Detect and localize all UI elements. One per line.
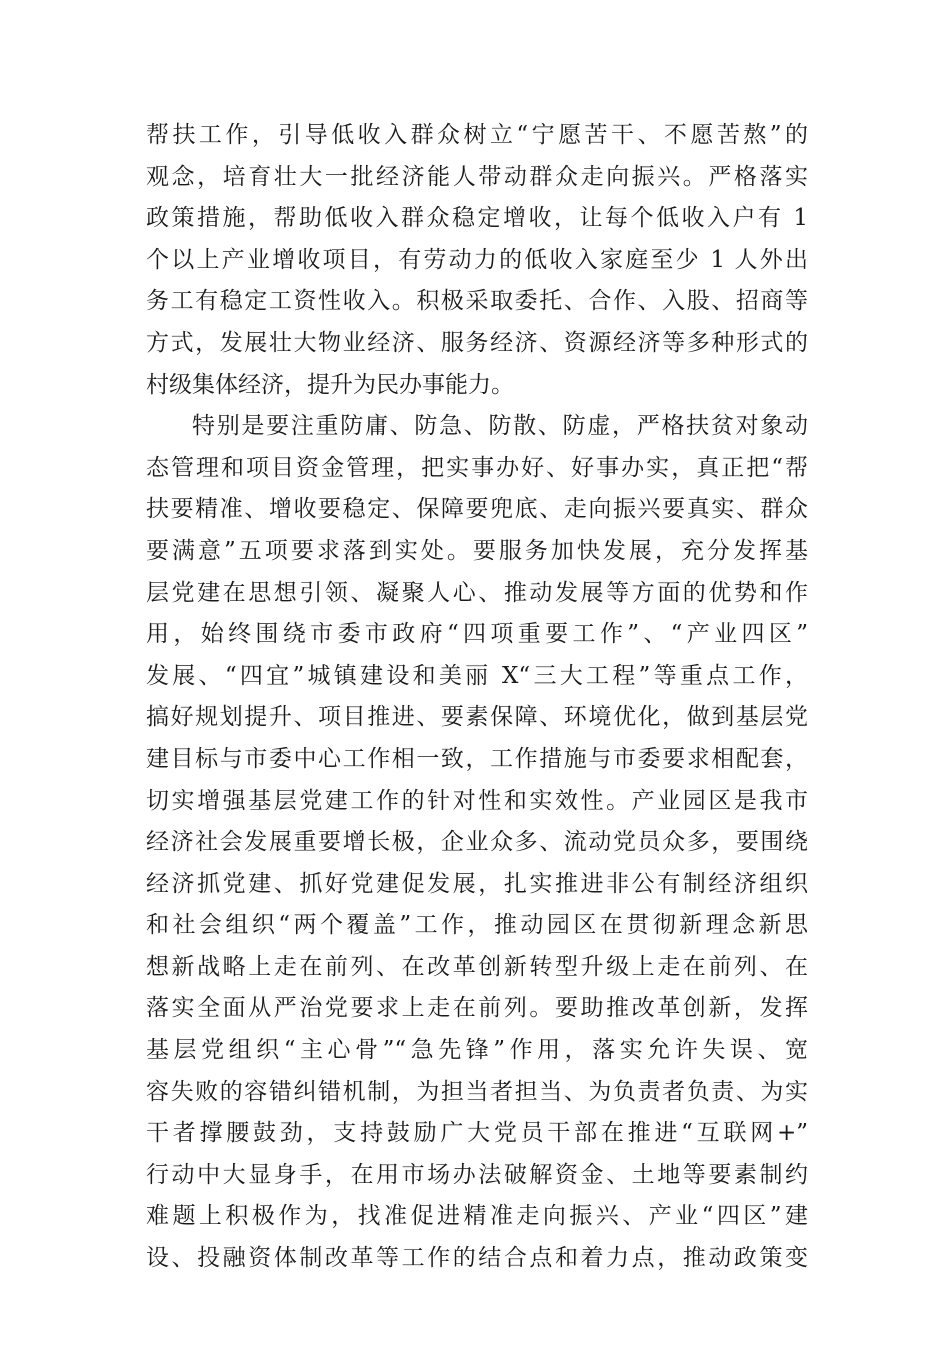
text-line: 层党建在思想引领、凝聚人心、推动发展等方面的优势和作: [146, 579, 808, 606]
text-line: 建目标与市委中心工作相一致，工作措施与市委要求相配套，: [146, 745, 808, 772]
text-line: 个以上产业增收项目，有劳动力的低收入家庭至少 1 人外出: [146, 246, 808, 273]
text-line: 发展、“四宜”城镇建设和美丽 X“三大工程”等重点工作，: [146, 662, 808, 689]
text-line: 态管理和项目资金管理，把实事办好、好事办实，真正把“帮: [146, 454, 808, 481]
text-line: 特别是要注重防庸、防急、防散、防虚，严格扶贫对象动: [192, 413, 808, 440]
text-line: 村级集体经济，提升为民办事能力。: [146, 371, 514, 398]
text-line: 经济社会发展重要增长极，企业众多、流动党员众多，要围绕: [146, 829, 808, 856]
body-text: [146, 115, 808, 1363]
text-line: 行动中大显身手，在用市场办法破解资金、土地等要素制约: [146, 1161, 808, 1188]
paragraph-1: [146, 115, 808, 406]
text-line: 务工有稳定工资性收入。积极采取委托、合作、入股、招商等: [146, 288, 808, 315]
text-line: 要满意”五项要求落到实处。要服务加快发展，充分发挥基: [146, 537, 808, 564]
text-line: [146, 1321, 808, 1363]
text-line: 设、投融资体制改革等工作的结合点和着力点，推动政策变: [146, 1245, 808, 1272]
text-line: 基层党组织“主心骨”“急先锋”作用，落实允许失误、宽: [146, 1037, 808, 1064]
text-line: [146, 1280, 808, 1322]
text-line: 想新战略上走在前列、在改革创新转型升级上走在前列、在: [146, 953, 808, 980]
text-line: 落实全面从严治党要求上走在前列。要助推改革创新，发挥: [146, 995, 808, 1022]
text-line: 帮扶工作，引导低收入群众树立“宁愿苦干、不愿苦熬”的: [146, 122, 808, 148]
text-line: 观念，培育壮大一批经济能人带动群众走向振兴。严格落实: [146, 163, 808, 190]
paragraph-2: [146, 406, 808, 1363]
text-line: 搞好规划提升、项目推进、要素保障、环境优化，做到基层党: [146, 704, 808, 731]
text-line: 难题上积极作为，找准促进精准走向振兴、产业“四区”建: [146, 1203, 808, 1230]
text-line: 扶要精准、增收要稳定、保障要兜底、走向振兴要真实、群众: [146, 496, 808, 523]
text-line: 用，始终围绕市委市政府“四项重要工作”、“产业四区”: [146, 621, 808, 648]
text-line: 和社会组织“两个覆盖”工作，推动园区在贯彻新理念新思: [146, 912, 808, 939]
text-line: 切实增强基层党建工作的针对性和实效性。产业园区是我市: [146, 787, 808, 814]
text-line: 政策措施，帮助低收入群众稳定增收，让每个低收入户有 1: [146, 205, 808, 232]
text-line: 容失败的容错纠错机制，为担当者担当、为负责者负责、为实: [146, 1078, 808, 1105]
text-line: 经济抓党建、抓好党建促发展，扎实推进非公有制经济组织: [146, 870, 808, 897]
text-line: 方式，发展壮大物业经济、服务经济、资源经济等多种形式的: [146, 329, 808, 356]
text-line: 干者撑腰鼓劲，支持鼓励广大党员干部在推进“互联网+”: [146, 1120, 808, 1147]
